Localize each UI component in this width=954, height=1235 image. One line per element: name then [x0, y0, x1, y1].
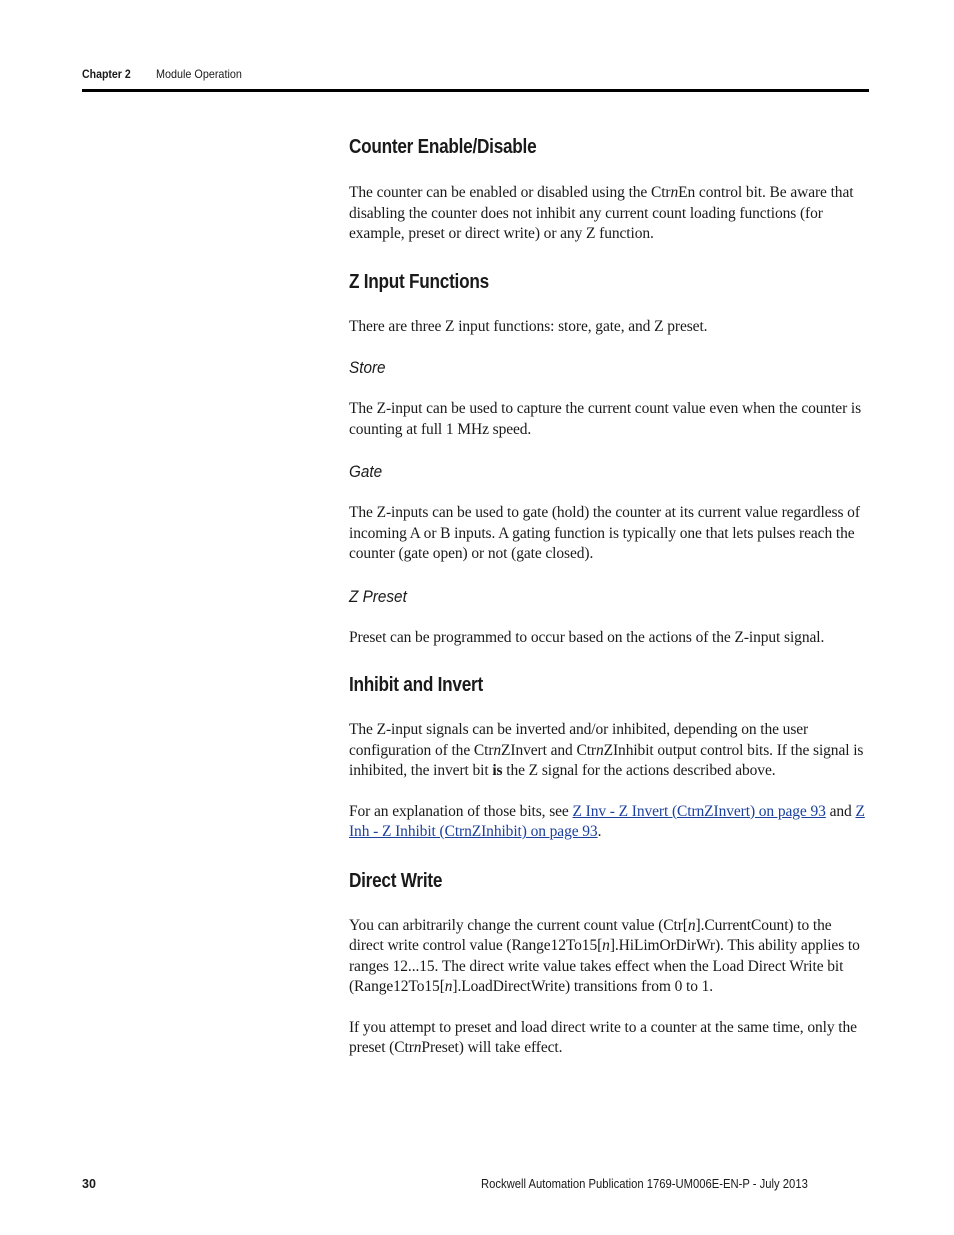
paragraph-bit-references: For an explanation of those bits, see Z Inv - Z Invert (CtrnZInvert) on page 93 and Z Inh - Z Inhibit (CtrnZInhibit) on page 93. [349, 802, 865, 840]
heading-counter-enable: Counter Enable/Disable [349, 136, 537, 158]
paragraph-store: The Z-input can be used to capture the current count value even when the counter is counting at full 1 MHz speed. [349, 400, 862, 438]
paragraph-z-input-intro: There are three Z input functions: store, gate, and Z preset. [349, 317, 708, 335]
page-number: 30 [82, 1177, 96, 1191]
main-content [349, 134, 869, 1059]
link-z-inhibit[interactable]: Z Inh - Z Inhibit (CtrnZInhibit) on page 93 [349, 802, 865, 840]
link-z-invert[interactable]: Z Inv - Z Invert (CtrnZInvert) on page 93 [572, 802, 826, 820]
paragraph-z-preset: Preset can be programmed to occur based on the actions of the Z-input signal. [349, 628, 825, 646]
paragraph-counter-enable: The counter can be enabled or disabled using the CtrnEn control bit. Be aware that disabling the counter does not inhibit any current count loading functions (for example, preset or direct write) or any Z function. [349, 184, 854, 242]
subheading-store: Store [349, 358, 386, 377]
subheading-gate: Gate [349, 462, 383, 481]
heading-z-input: Z Input Functions [349, 270, 489, 293]
section-label: Module Operation [156, 67, 242, 81]
header-rule [82, 89, 869, 92]
publication-info: Rockwell Automation Publication 1769-UM006E-EN-P - July 2013 [481, 1177, 808, 1191]
paragraph-gate: The Z-inputs can be used to gate (hold) the counter at its current value regardless of incoming A or B inputs. A gating function is typically one that lets pulses reach the counter (gate open) or not (gate closed). [349, 504, 860, 562]
chapter-label: Chapter 2 [82, 67, 131, 81]
heading-inhibit-invert: Inhibit and Invert [349, 674, 483, 696]
paragraph-direct-write: You can arbitrarily change the current count value (Ctr[n].CurrentCount) to the direct write control value (Range12To15[n].HiLimOrDirWr). This ability applies to ranges 12...15. The direct write value takes effect when the Load Direct Write bit (Range12To15[n].LoadDirectWrite) transitions from 0 to 1. [349, 916, 860, 995]
paragraph-preset-priority: If you attempt to preset and load direct write to a counter at the same time, only the preset (CtrnPreset) will take effect. [349, 1018, 857, 1056]
subheading-z-preset: Z Preset [349, 586, 407, 606]
paragraph-inhibit-invert: The Z-input signals can be inverted and/or inhibited, depending on the user configuration of the CtrnZInvert and CtrnZInhibit output control bits. If the signal is inhibited, the invert bit is the Z signal for the actions described above. [349, 721, 864, 779]
heading-direct-write: Direct Write [349, 869, 443, 892]
